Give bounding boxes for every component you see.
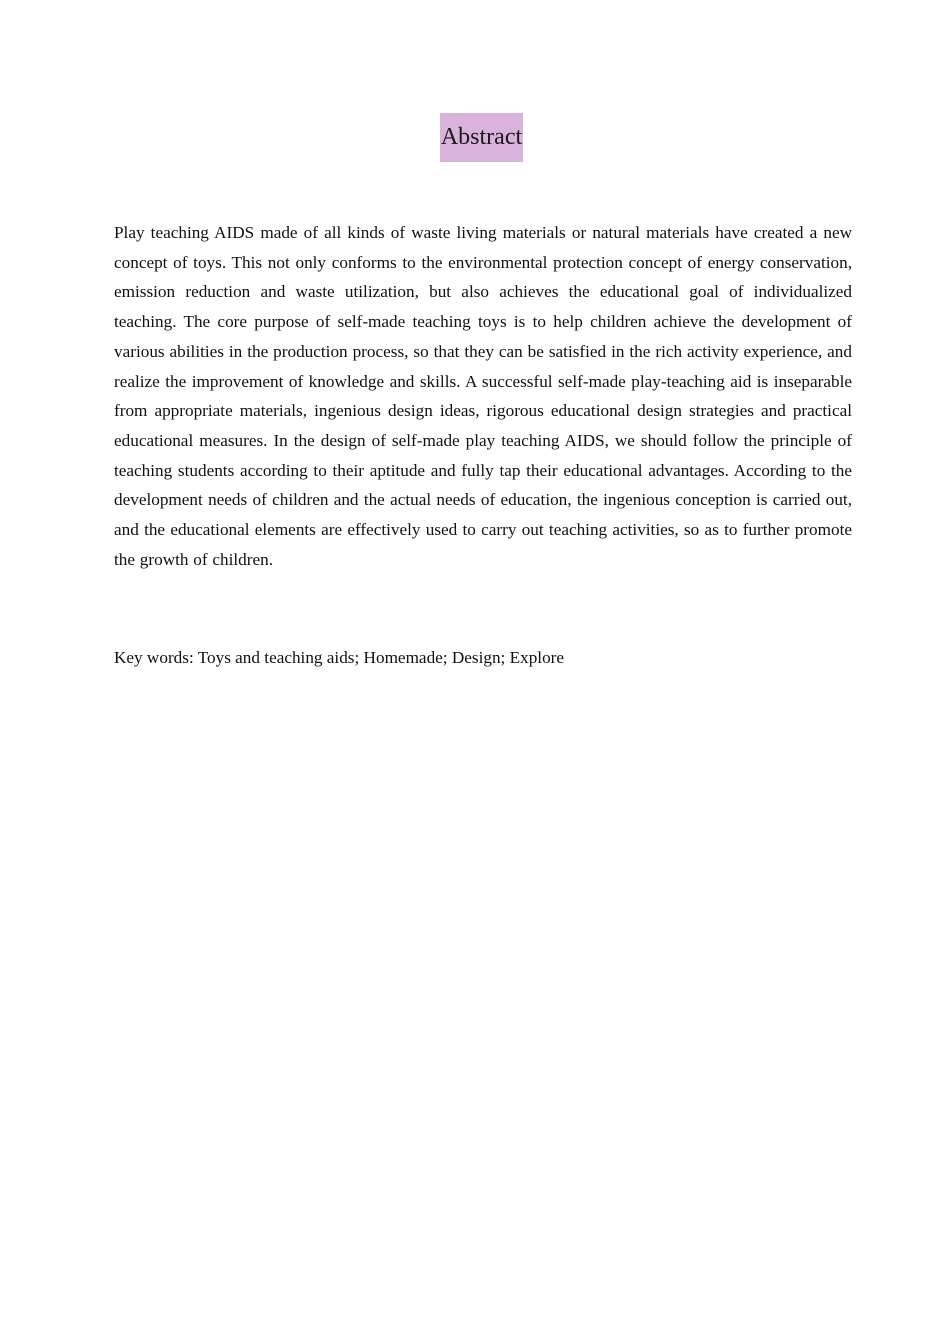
title-container bbox=[0, 113, 950, 162]
abstract-title: Abstract bbox=[440, 113, 523, 162]
abstract-body: Play teaching AIDS made of all kinds of waste living materials or natural materials have created a new concept of toys. This not only conforms to the environmental protection concept of energy conservation, emission reduction and waste utilization, but also achieves the educational goal of individualized teaching. The core purpose of self-made teaching toys is to help children achieve the development of various abilities in the production process, so that they can be satisfied in the rich activity experience, and realize the improvement of knowledge and skills. A successful self-made play-teaching aid is inseparable from appropriate materials, ingenious design ideas, rigorous educational design strategies and practical educational measures. In the design of self-made play teaching AIDS, we should follow the principle of teaching students according to their aptitude and fully tap their educational advantages. According to the development needs of children and the actual needs of education, the ingenious conception is carried out, and the educational elements are effectively used to carry out teaching activities, so as to further promote the growth of children. bbox=[114, 223, 852, 569]
keywords-line: Key words: Toys and teaching aids; Homemade; Design; Explore bbox=[114, 648, 565, 667]
